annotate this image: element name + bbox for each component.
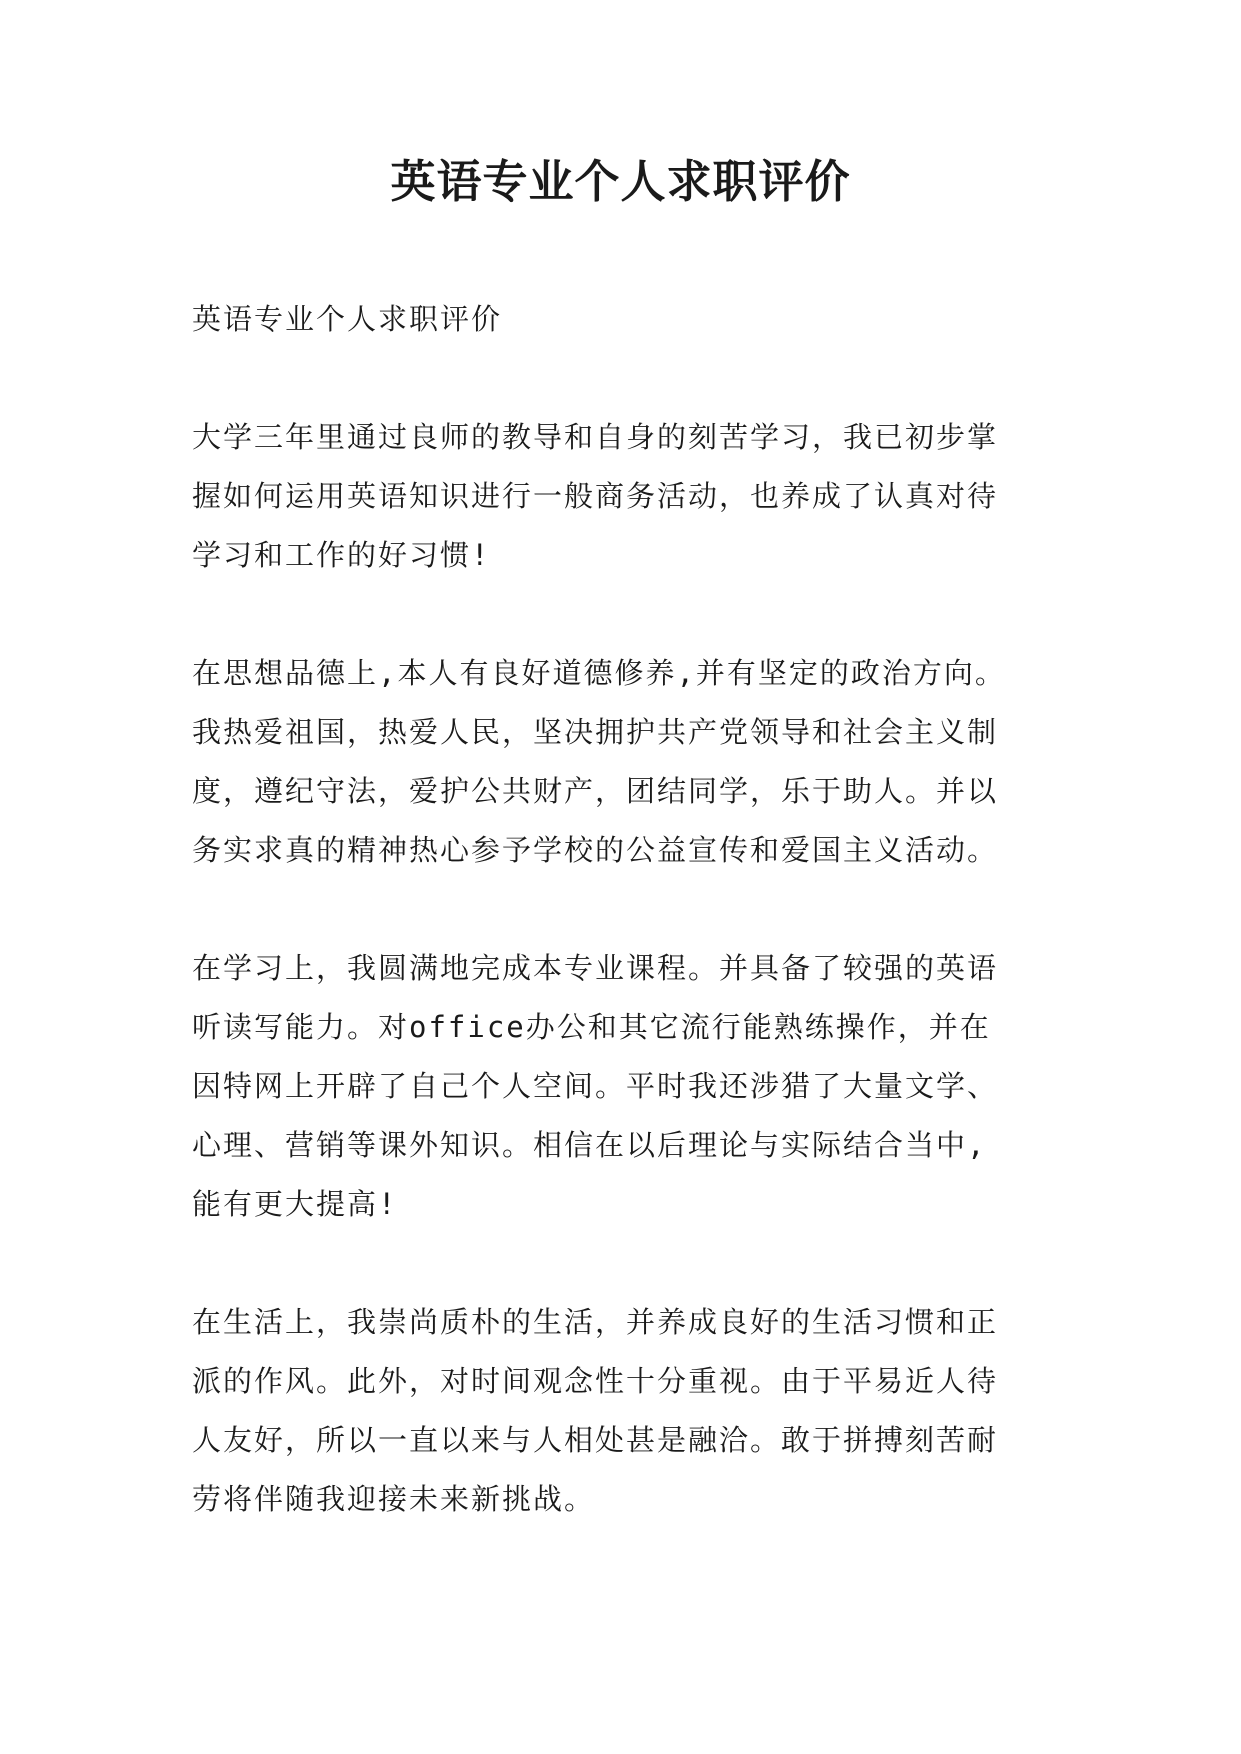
paragraph-morality bbox=[192, 644, 1072, 880]
text-line: 我热爱祖国，热爱人民，坚决拥护共产党领导和社会主义制 bbox=[192, 715, 999, 749]
paragraph-subtitle bbox=[192, 290, 1072, 349]
text-line: 英语专业个人求职评价 bbox=[192, 302, 503, 336]
document-title: 英语专业个人求职评价 bbox=[390, 155, 851, 208]
text-line: 学习和工作的好习惯! bbox=[192, 538, 491, 572]
text-line: 在生活上，我崇尚质朴的生活，并养成良好的生活习惯和正 bbox=[192, 1305, 999, 1339]
text-line: 握如何运用英语知识进行一般商务活动，也养成了认真对待 bbox=[192, 479, 999, 513]
paragraph-life bbox=[192, 1293, 1072, 1529]
text-line: 在学习上，我圆满地完成本专业课程。并具备了较强的英语 bbox=[192, 951, 999, 985]
paragraph-learning bbox=[192, 939, 1072, 1234]
text-line: 劳将伴随我迎接未来新挑战。 bbox=[192, 1482, 596, 1516]
text-line: 能有更大提高! bbox=[192, 1187, 398, 1221]
document-body bbox=[192, 290, 1072, 1588]
text-line: 听读写能力。对office办公和其它流行能熟练操作，并在 bbox=[192, 1010, 991, 1044]
text-line: 大学三年里通过良师的教导和自身的刻苦学习，我已初步掌 bbox=[192, 420, 999, 454]
paragraph-study-summary bbox=[192, 408, 1072, 585]
text-line: 人友好，所以一直以来与人相处甚是融洽。敢于拼搏刻苦耐 bbox=[192, 1423, 999, 1457]
text-line: 在思想品德上,本人有良好道德修养,并有坚定的政治方向。 bbox=[192, 656, 1006, 690]
text-line: 派的作风。此外，对时间观念性十分重视。由于平易近人待 bbox=[192, 1364, 999, 1398]
text-line: 心理、营销等课外知识。相信在以后理论与实际结合当中, bbox=[192, 1128, 987, 1162]
text-line: 务实求真的精神热心参予学校的公益宣传和爱国主义活动。 bbox=[192, 833, 999, 867]
text-line: 度，遵纪守法，爱护公共财产，团结同学，乐于助人。并以 bbox=[192, 774, 999, 808]
text-line: 因特网上开辟了自己个人空间。平时我还涉猎了大量文学、 bbox=[192, 1069, 999, 1103]
